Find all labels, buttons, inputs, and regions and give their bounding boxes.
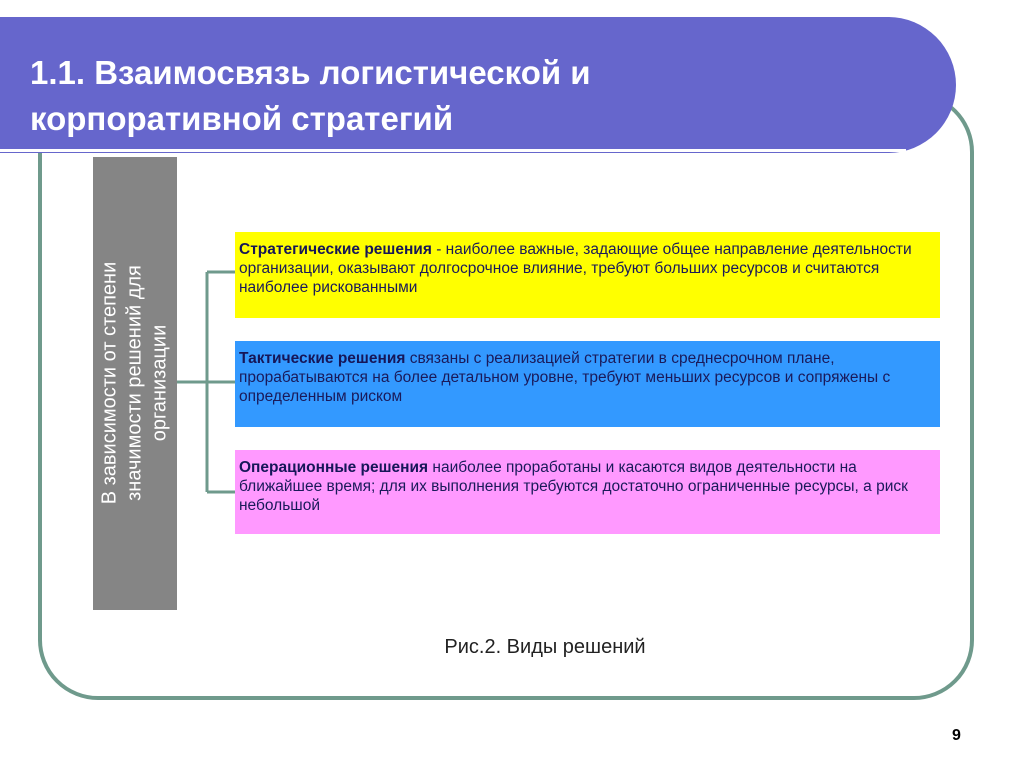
slide-title <box>30 50 910 142</box>
classification-label-line-1: В зависимости от степени <box>98 261 121 505</box>
card-tactical-heading: Тактические решения <box>239 350 406 367</box>
title-bar <box>0 17 956 153</box>
card-operational-decisions <box>235 450 940 534</box>
card-tactical-decisions <box>235 341 940 427</box>
card-tactical-text: связаны с реализацией стратегии в среднесрочном плане, прорабатываются на более детальном уровне, требуют меньших ресурсов и сопряжены с определенным риском <box>239 350 891 405</box>
card-operational-text: наиболее проработаны и касаются видов деятельности на ближайшее время; для их выполнения требуются достаточно ограниченные ресурсы, а риск небольшой <box>239 459 908 514</box>
classification-label-line-2: значимости решений для <box>123 265 146 501</box>
classification-label <box>98 157 173 610</box>
card-strategic-text: - наиболее важные, задающие общее направление деятельности организации, оказывают долгосрочное влияние, требуют больших ресурсов и считаются наиболее рискованными <box>239 241 912 296</box>
classification-label-line-3: организации <box>148 324 171 442</box>
card-operational-heading: Операционные решения <box>239 459 429 476</box>
slide-title-line-1: 1.1. Взаимосвязь логистической и <box>30 54 591 91</box>
page-number: 9 <box>952 727 961 744</box>
bracket-connector <box>177 270 239 495</box>
figure-caption: Рис.2. Виды решений <box>444 636 646 658</box>
title-underline <box>0 149 906 152</box>
slide-title-line-2: корпоративной стратегий <box>30 100 454 137</box>
card-strategic-decisions <box>235 232 940 318</box>
card-strategic-heading: Стратегические решения <box>239 241 432 258</box>
